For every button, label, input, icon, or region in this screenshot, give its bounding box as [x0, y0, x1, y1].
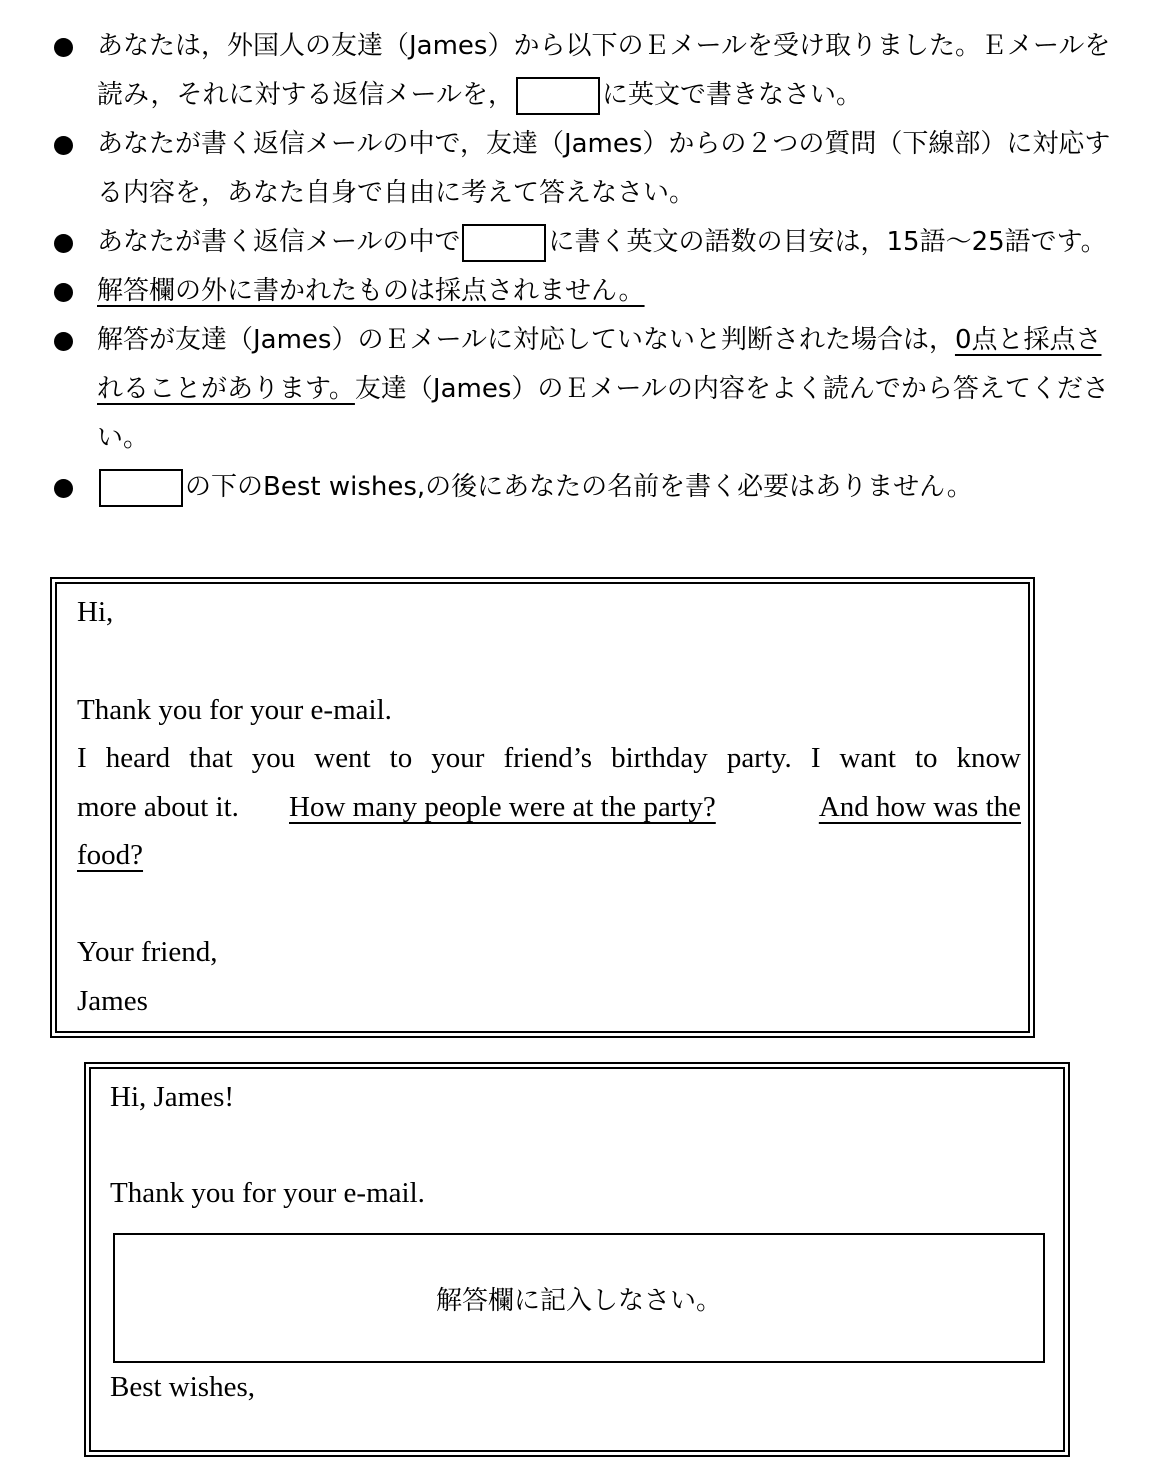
instruction-text: 友達（James）のＥメールの内容をよく読んでから答えてください。 — [97, 374, 1109, 453]
instruction-text: 解答が友達（James）のＥメールに対応していないと判断された場合は， — [97, 325, 955, 355]
email-line-3 — [77, 791, 1021, 824]
blank-box — [516, 77, 600, 115]
bullet-icon — [54, 283, 73, 302]
instruction-text: 0点と採点されることがあります。 — [97, 325, 1102, 404]
email-line-1: Thank you for your e-mail. — [77, 694, 392, 726]
instruction-list — [52, 22, 1112, 512]
instruction-text: 解答欄の外に書かれたものは採点されません。 — [97, 276, 645, 306]
instruction-text: の下のBest wishes,の後にあなたの名前を書く必要はありません。 — [185, 472, 973, 502]
bullet-icon — [54, 136, 73, 155]
reply-greeting: Hi, James! — [110, 1081, 235, 1113]
blank-box — [462, 224, 546, 262]
james-email-box — [50, 577, 1035, 1038]
email-line-3-text: more about it. — [77, 791, 239, 823]
instruction-text: あなたは，外国人の友達（James）から以下のＥメールを受け取りました。Ｅメールを読み，それに対する返信メールを， — [97, 31, 1111, 110]
bullet-icon — [54, 479, 73, 498]
reply-email-box — [84, 1062, 1070, 1457]
instruction-item — [52, 218, 1112, 267]
email-question-2-part-1: And how was the — [818, 791, 1021, 823]
email-question-1: How many people were at the party? — [289, 791, 716, 823]
instruction-text: に書く英文の語数の目安は，15語～25語です。 — [548, 227, 1107, 257]
instruction-item — [52, 463, 1112, 512]
bullet-icon — [54, 38, 73, 57]
instruction-item — [52, 267, 1112, 316]
answer-box-label: 解答欄に記入しなさい。 — [435, 1285, 722, 1316]
bullet-icon — [54, 234, 73, 253]
email-closing: Your friend, — [77, 936, 218, 968]
bullet-icon — [54, 332, 73, 351]
instruction-text: あなたが書く返信メールの中で — [97, 227, 461, 257]
instruction-item — [52, 120, 1112, 218]
email-question-2-part-2: food? — [77, 839, 144, 871]
answer-box[interactable] — [113, 1233, 1045, 1363]
instruction-text: あなたが書く返信メールの中で，友達（James）からの２つの質問（下線部）に対応する内容を，あなた自身で自由に考えて答えなさい。 — [97, 129, 1111, 208]
instruction-item — [52, 22, 1112, 120]
instruction-item — [52, 316, 1112, 463]
email-signature: James — [77, 985, 148, 1017]
instruction-text: に英文で書きなさい。 — [602, 80, 863, 110]
email-greeting: Hi, — [77, 596, 114, 628]
reply-closing: Best wishes, — [110, 1371, 255, 1403]
blank-box — [99, 469, 183, 507]
email-line-2: I heard that you went to your friend’s birthday party. I want to know — [77, 742, 1021, 774]
reply-line-1: Thank you for your e-mail. — [110, 1177, 425, 1209]
